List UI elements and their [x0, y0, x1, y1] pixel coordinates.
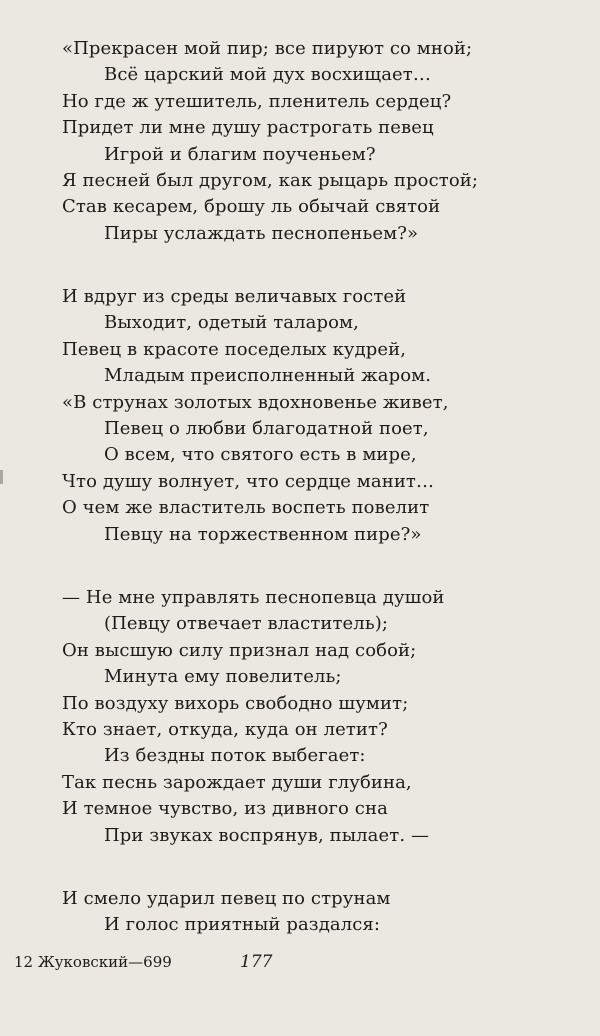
verse-line: По воздуху вихорь свободно шумит;	[62, 692, 409, 714]
printer-signature: 12 Жуковский—699	[14, 953, 172, 971]
verse-line: «Прекрасен мой пир; все пируют со мной;	[62, 38, 473, 59]
verse-line: Певец о любви благодатной поет,	[104, 417, 429, 439]
verse-line: Минута ему повелитель;	[104, 666, 342, 688]
verse-line: И смело ударил певец по струнам	[62, 888, 391, 909]
verse-line: При звуках воспрянув, пылает. —	[104, 824, 430, 846]
verse-line: Кто знает, откуда, куда он летит?	[62, 718, 388, 740]
verse-line: Из бездны поток выбегает:	[104, 745, 366, 767]
verse-line: Певец в красоте поседелых кудрей,	[62, 338, 407, 360]
verse-line: Игрой и благим поученьем?	[104, 143, 376, 165]
verse-line: — Не мне управлять песнопевца душой	[62, 587, 445, 608]
stanza-2	[62, 284, 562, 548]
verse-line: (Певцу отвечает властитель);	[104, 613, 389, 635]
verse-line: Так песнь зарождает души глубина,	[62, 771, 412, 793]
page-edge-mark	[0, 470, 3, 484]
verse-line: Выходит, одетый таларом,	[104, 312, 359, 334]
verse-line: И вдруг из среды величавых гостей	[62, 286, 407, 307]
page-footer	[14, 952, 273, 972]
verse-line: Певцу на торжественном пире?»	[104, 523, 422, 545]
verse-line: Всё царский мой дух восхищает…	[104, 64, 431, 86]
verse-line: Что душу волнует, что сердце манит…	[62, 470, 435, 492]
stanza-3	[62, 585, 562, 849]
verse-line: «В струнах золотых вдохновенье живет,	[62, 391, 449, 413]
verse-line: И темное чувство, из дивного сна	[62, 798, 388, 820]
page-number: 177	[240, 952, 273, 972]
verse-line: Младым преисполненный жаром.	[104, 365, 432, 387]
verse-line: Пиры услаждать песнопеньем?»	[104, 222, 419, 244]
verse-line: Я песней был другом, как рыцарь простой;	[62, 169, 479, 191]
verse-line: О чем же властитель воспеть повелит	[62, 497, 430, 519]
stanza-1	[62, 36, 562, 247]
verse-line: Но где ж утешитель, пленитель сердец?	[62, 90, 452, 112]
verse-line: О всем, что святого есть в мире,	[104, 444, 417, 466]
verse-line: И голос приятный раздался:	[104, 914, 381, 936]
verse-line: Придет ли мне душу растрогать певец	[62, 117, 434, 139]
verse-line: Он высшую силу признал над собой;	[62, 639, 417, 661]
stanza-4	[62, 886, 562, 939]
verse-line: Став кесарем, брошу ль обычай святой	[62, 196, 441, 218]
